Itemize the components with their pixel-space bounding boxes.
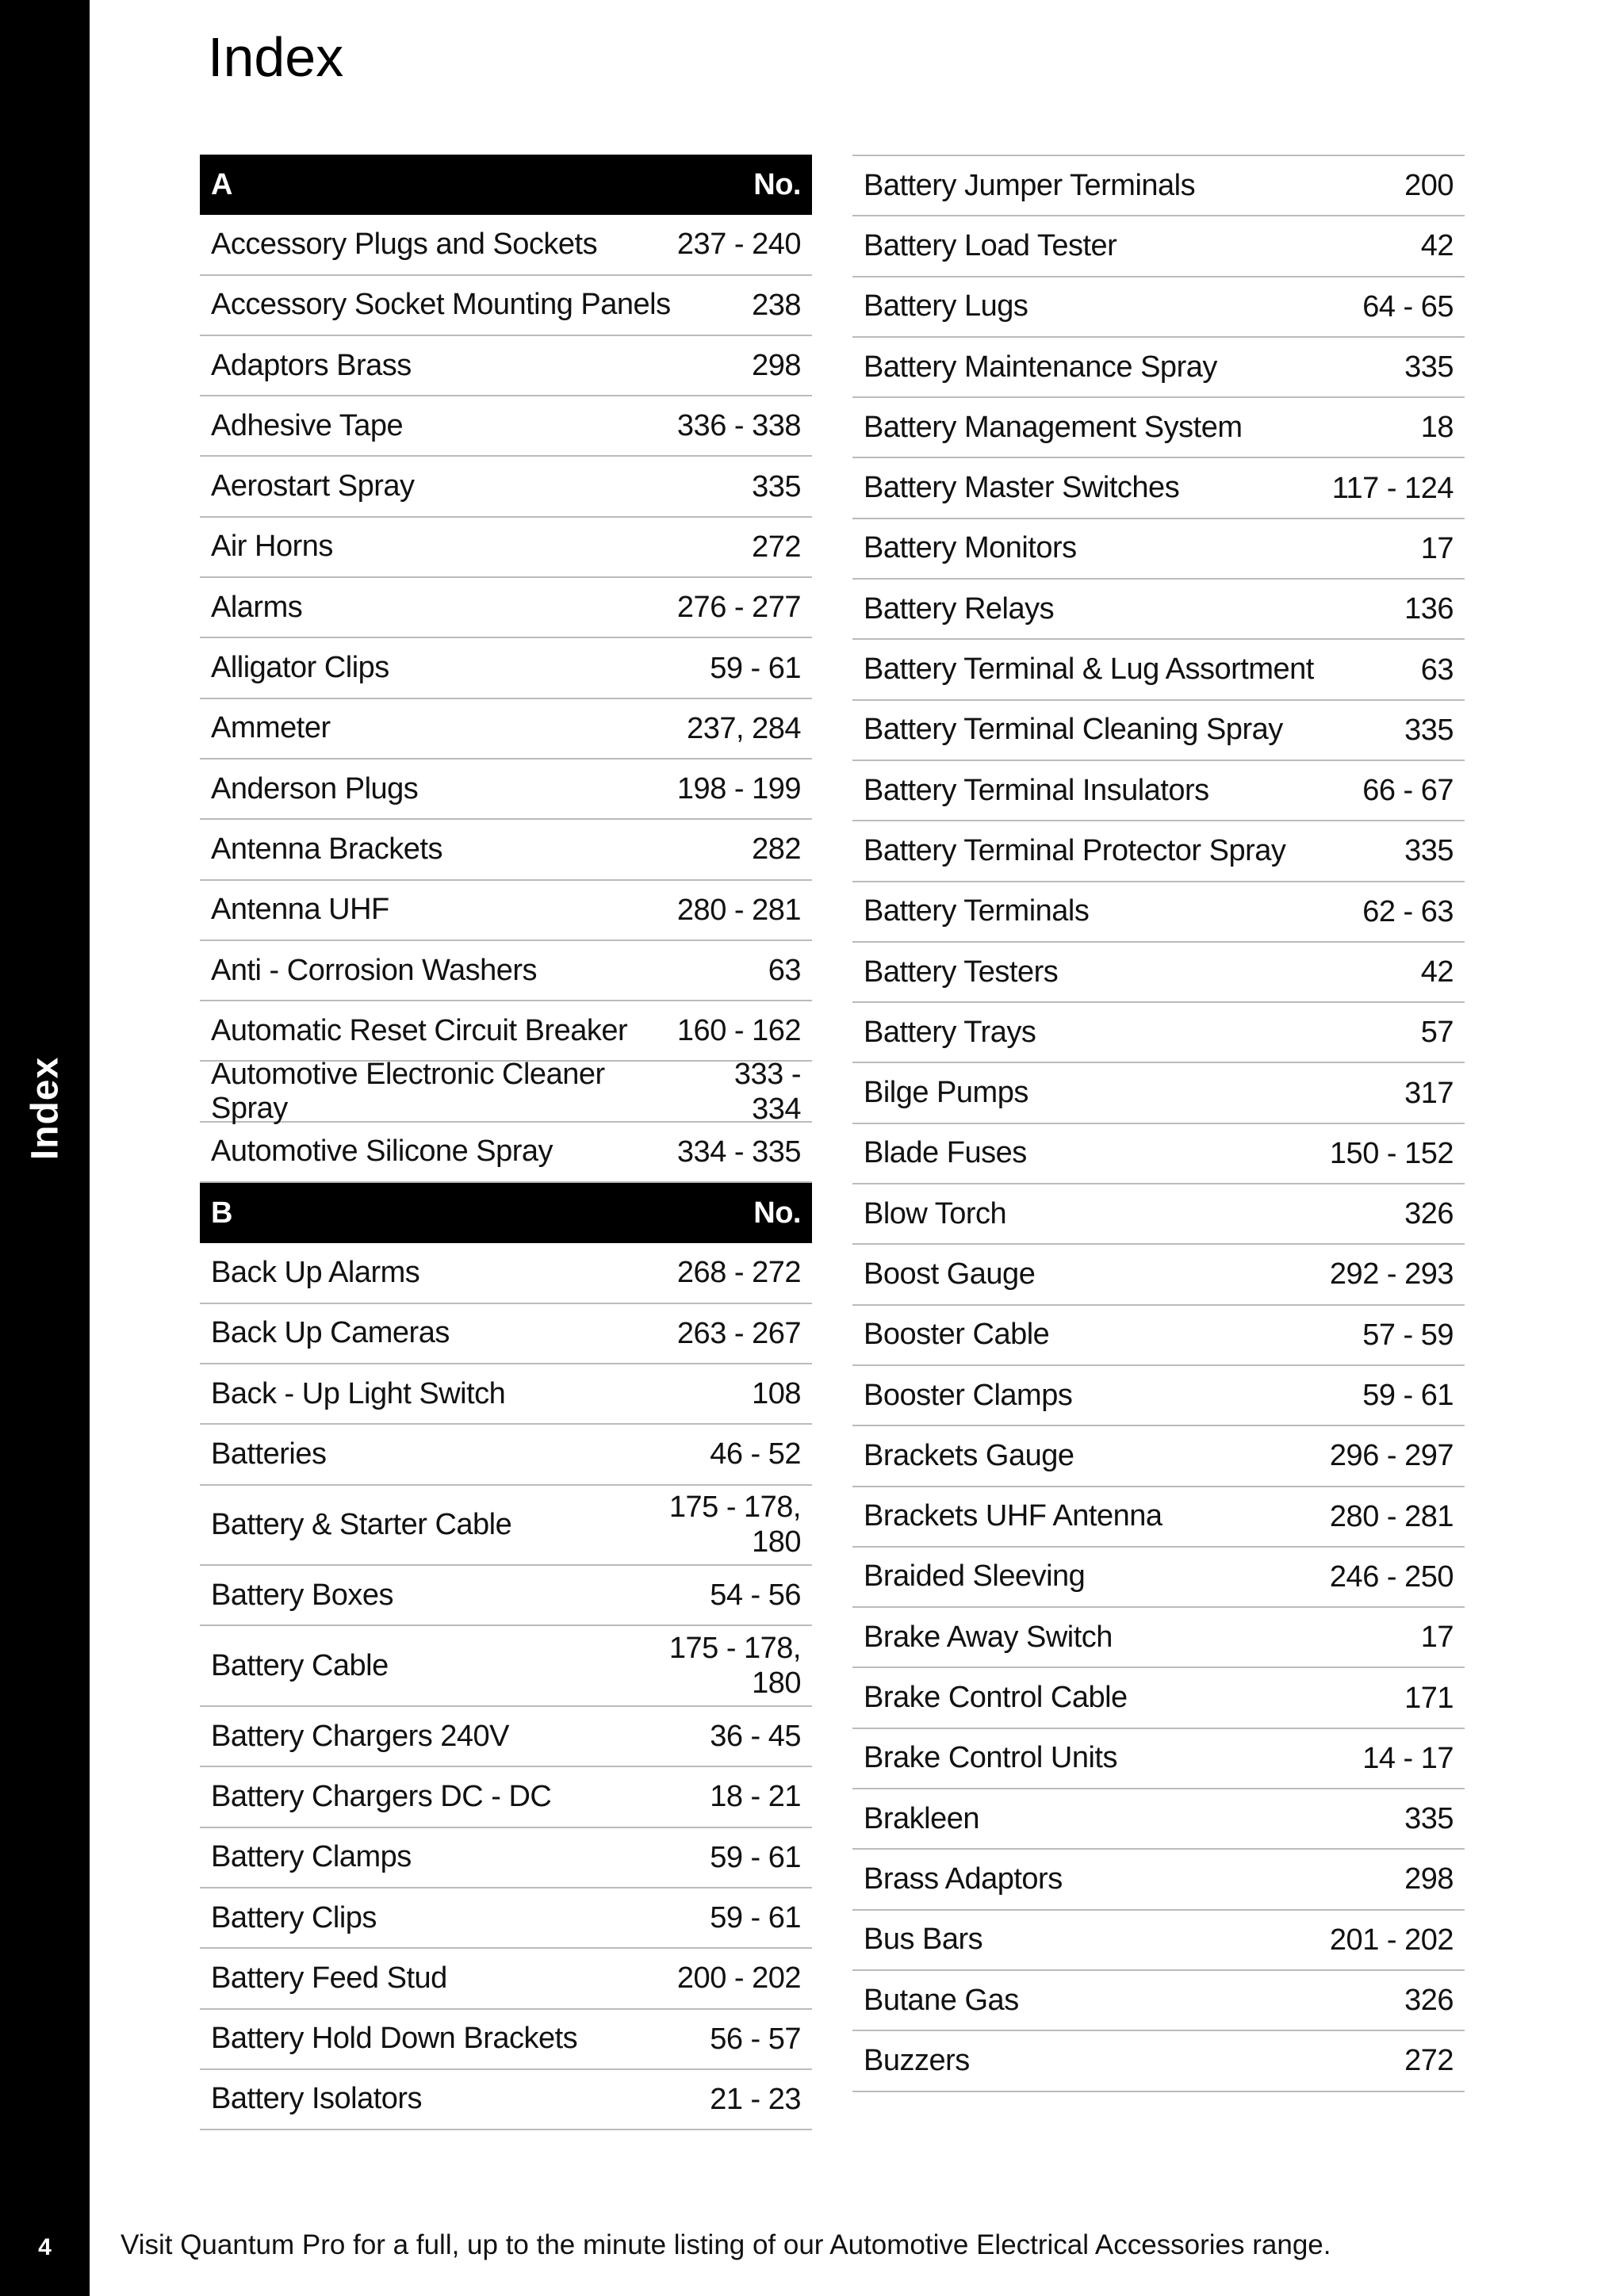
index-row: [852, 701, 1465, 761]
index-row: [200, 1949, 812, 2009]
index-entry-name: Accessory Socket Mounting Panels: [211, 288, 671, 322]
index-entry-name: Brackets Gauge: [864, 1438, 1074, 1472]
index-entry-page: 160 - 162: [676, 1014, 801, 1048]
index-entry-page: 263 - 267: [676, 1316, 801, 1350]
index-entry-name: Automatic Reset Circuit Breaker: [211, 1013, 628, 1047]
index-entry-page: 63: [1420, 652, 1454, 687]
index-entry-page: 171: [1404, 1681, 1454, 1715]
index-entry-page: 282: [752, 832, 801, 867]
index-entry-name: Battery Clips: [211, 1900, 377, 1934]
index-row: [200, 518, 812, 578]
index-entry-name: Brake Away Switch: [864, 1620, 1113, 1654]
index-entry-page: 18: [1420, 411, 1454, 445]
index-row: [852, 1426, 1465, 1487]
page-number: 4: [38, 2234, 52, 2260]
index-entry-name: Battery Trays: [864, 1015, 1036, 1049]
index-row: [852, 1124, 1465, 1184]
section-no-label: No.: [753, 1196, 801, 1230]
index-entry-name: Blow Torch: [864, 1196, 1007, 1230]
index-entry-name: Battery Jumper Terminals: [864, 168, 1196, 202]
index-entry-page: 59 - 61: [1362, 1379, 1454, 1413]
index-row: [852, 338, 1465, 398]
index-entry-page: 54 - 56: [710, 1578, 801, 1613]
index-entry-page: 335: [1404, 350, 1454, 385]
index-entry-name: Back - Up Light Switch: [211, 1376, 506, 1410]
index-entry-name: Battery Feed Stud: [211, 1961, 447, 1995]
index-entry-name: Anti - Corrosion Washers: [211, 953, 538, 987]
index-row: [852, 458, 1465, 519]
index-entry-name: Battery Master Switches: [864, 471, 1180, 505]
index-row: [852, 882, 1465, 943]
index-entry-page: 276 - 277: [676, 591, 801, 625]
index-row: [200, 1707, 812, 1767]
index-entry-page: 59 - 61: [710, 1840, 801, 1874]
index-entry-page: 59 - 61: [710, 1901, 801, 1935]
index-entry-page: 62 - 63: [1362, 894, 1454, 928]
index-entry-name: Brake Control Units: [864, 1741, 1117, 1775]
index-entry-page: 298: [1404, 1862, 1454, 1896]
index-entry-page: 335: [1404, 713, 1454, 747]
index-entry-name: Butane Gas: [864, 1983, 1019, 2017]
index-entry-page: 335: [1404, 834, 1454, 868]
index-entry-page: 108: [752, 1377, 801, 1411]
index-row: [200, 1057, 812, 1126]
index-entry-page: 18 - 21: [710, 1780, 801, 1814]
index-entry-page: 198 - 199: [676, 772, 801, 806]
index-row: [200, 2010, 812, 2070]
index-entry-name: Battery Chargers 240V: [211, 1719, 510, 1753]
index-row: [852, 1608, 1465, 1668]
index-row: [200, 1243, 812, 1303]
side-bar: [0, 0, 90, 2296]
index-row: [852, 277, 1465, 338]
index-row: [852, 1668, 1465, 1728]
index-row: [852, 640, 1465, 700]
index-entry-name: Battery Testers: [864, 955, 1059, 989]
index-entry-name: Battery Isolators: [211, 2082, 423, 2116]
index-entry-page: 238: [752, 288, 801, 322]
index-entry-page: 326: [1404, 1984, 1454, 2018]
index-row: [852, 1548, 1465, 1608]
index-row: [852, 1245, 1465, 1305]
index-entry-page: 42: [1420, 229, 1454, 263]
index-entry-page: 268 - 272: [676, 1256, 801, 1290]
index-entry-name: Battery Terminal Insulators: [864, 773, 1209, 807]
index-entry-name: Brass Adaptors: [864, 1862, 1063, 1896]
index-entry-page: 334 - 335: [676, 1135, 801, 1169]
index-row: [200, 276, 812, 336]
index-entry-page: 66 - 67: [1362, 774, 1454, 808]
index-entry-page: 280 - 281: [1329, 1499, 1454, 1533]
index-entry-name: Alarms: [211, 590, 303, 624]
index-row: [852, 761, 1465, 821]
index-entry-page: 136: [1404, 592, 1454, 626]
index-entry-page: 333 - 334: [733, 1057, 801, 1126]
index-column-right: [852, 155, 1465, 2092]
index-row: [200, 1486, 812, 1567]
index-entry-page: 326: [1404, 1197, 1454, 1231]
index-entry-page: 17: [1420, 1621, 1454, 1655]
index-row: [200, 1304, 812, 1364]
index-entry-name: Battery Maintenance Spray: [864, 350, 1217, 384]
side-tab: [0, 1005, 90, 1211]
index-entry-name: Bilge Pumps: [864, 1076, 1028, 1110]
index-entry-page: 59 - 61: [710, 651, 801, 685]
index-row: [852, 1063, 1465, 1123]
index-entry-page: 200 - 202: [676, 1961, 801, 1996]
index-entry-page: 237, 284: [687, 711, 801, 745]
index-entry-name: Automotive Silicone Spray: [211, 1135, 553, 1169]
index-row: [200, 941, 812, 1001]
index-row: [200, 699, 812, 760]
index-entry-name: Battery Boxes: [211, 1578, 394, 1612]
index-entry-name: Brackets UHF Antenna: [864, 1499, 1162, 1533]
index-entry-page: 63: [768, 954, 801, 987]
index-entry-name: Booster Cable: [864, 1318, 1050, 1352]
index-entry-name: Adhesive Tape: [211, 408, 404, 442]
index-row: [200, 215, 812, 275]
index-entry-name: Brakleen: [864, 1801, 979, 1835]
index-entry-name: Antenna UHF: [211, 893, 389, 927]
index-row: [200, 396, 812, 457]
index-row: [852, 821, 1465, 882]
index-entry-name: Ammeter: [211, 711, 331, 745]
index-row: [852, 1184, 1465, 1245]
index-entry-page: 335: [752, 469, 801, 503]
index-entry-name: Alligator Clips: [211, 651, 389, 685]
index-entry-name: Back Up Alarms: [211, 1255, 420, 1289]
index-entry-name: Battery Management System: [864, 410, 1243, 444]
index-entry-page: 46 - 52: [710, 1437, 801, 1471]
index-entry-name: Antenna Brackets: [211, 832, 442, 866]
index-row: [200, 1123, 812, 1183]
index-entry-page: 292 - 293: [1329, 1257, 1454, 1292]
index-entry-name: Battery Terminals: [864, 894, 1090, 928]
index-entry-page: 56 - 57: [710, 2022, 801, 2056]
index-entry-page: 246 - 250: [1329, 1559, 1454, 1594]
index-entry-name: Adaptors Brass: [211, 348, 412, 382]
index-row: [200, 1828, 812, 1888]
index-entry-name: Automotive Electronic Cleaner Spray: [211, 1057, 605, 1125]
index-entry-page: 150 - 152: [1329, 1136, 1454, 1170]
section-header-b: [200, 1183, 812, 1243]
index-row: [200, 336, 812, 396]
index-entry-page: 17: [1420, 531, 1454, 565]
index-entry-name: Battery Terminal Cleaning Spray: [864, 713, 1283, 747]
index-row: [200, 2070, 812, 2130]
index-row: [852, 2031, 1465, 2091]
index-entry-page: 64 - 65: [1362, 289, 1454, 323]
index-entry-page: 317: [1404, 1076, 1454, 1110]
section-list-a: [200, 215, 812, 1183]
index-entry-name: Batteries: [211, 1437, 327, 1471]
index-row: [200, 1888, 812, 1949]
index-row: [852, 156, 1465, 216]
index-row: [200, 457, 812, 517]
index-column-left: [200, 155, 812, 2130]
index-row: [852, 1911, 1465, 1971]
index-entry-name: Battery Cable: [211, 1648, 389, 1682]
index-entry-name: Accessory Plugs and Sockets: [211, 227, 598, 261]
index-entry-name: Brake Control Cable: [864, 1681, 1128, 1715]
index-entry-page: 272: [752, 530, 801, 564]
index-row: [200, 1566, 812, 1626]
index-entry-page: 296 - 297: [1329, 1439, 1454, 1473]
index-entry-page: 272: [1404, 2044, 1454, 2078]
index-row: [200, 760, 812, 820]
index-row: [200, 1001, 812, 1062]
index-entry-page: 280 - 281: [676, 893, 801, 927]
index-row: [200, 1626, 812, 1707]
index-row: [200, 1767, 812, 1827]
section-letter: B: [211, 1196, 232, 1230]
index-entry-name: Bus Bars: [864, 1923, 983, 1957]
index-entry-name: Buzzers: [864, 2043, 970, 2077]
index-row: [200, 638, 812, 698]
footer-note: Visit Quantum Pro for a full, up to the minute listing of our Automotive Electrical Accessories range.: [121, 2229, 1331, 2260]
index-row: [852, 1850, 1465, 1910]
index-entry-page: 14 - 17: [1362, 1741, 1454, 1775]
index-row: [852, 1789, 1465, 1850]
index-row: [852, 1971, 1465, 2031]
section-list-b: [200, 1243, 812, 2130]
index-entry-page: 200: [1404, 169, 1454, 203]
index-row: [852, 1003, 1465, 1063]
index-entry-name: Air Horns: [211, 530, 333, 564]
index-entry-name: Battery Relays: [864, 591, 1055, 626]
index-entry-name: Anderson Plugs: [211, 771, 419, 806]
index-row: [852, 1366, 1465, 1426]
index-row: [852, 1487, 1465, 1548]
index-row: [200, 820, 812, 880]
index-row: [852, 580, 1465, 640]
index-entry-name: Battery Load Tester: [864, 228, 1117, 262]
index-entry-page: 335: [1404, 1802, 1454, 1836]
index-row: [852, 1729, 1465, 1789]
index-entry-name: Battery Monitors: [864, 531, 1077, 565]
index-entry-page: 42: [1420, 955, 1454, 989]
index-entry-name: Aerostart Spray: [211, 469, 415, 503]
index-entry-name: Braided Sleeving: [864, 1559, 1086, 1594]
index-row: [200, 881, 812, 941]
index-entry-name: Battery Terminal & Lug Assortment: [864, 652, 1314, 687]
side-tab-label: Index: [24, 1056, 66, 1161]
index-entry-page: 57 - 59: [1362, 1318, 1454, 1352]
section-no-label: No.: [753, 168, 801, 202]
index-entry-name: Booster Clamps: [864, 1378, 1073, 1412]
index-entry-page: 237 - 240: [676, 228, 801, 262]
section-list-b-continued: [852, 156, 1465, 2092]
index-entry-name: Battery Terminal Protector Spray: [864, 833, 1286, 867]
index-entry-page: 57: [1420, 1016, 1454, 1050]
index-entry-name: Battery Lugs: [864, 289, 1028, 323]
index-entry-name: Back Up Cameras: [211, 1316, 450, 1350]
index-row: [200, 1364, 812, 1425]
index-row: [200, 578, 812, 638]
index-row: [852, 519, 1465, 580]
page-title: Index: [208, 26, 344, 88]
index-row: [852, 398, 1465, 458]
index-row: [200, 1425, 812, 1485]
index-entry-name: Battery Hold Down Brackets: [211, 2022, 578, 2056]
index-row: [852, 943, 1465, 1003]
section-header-a: [200, 155, 812, 215]
index-entry-name: Battery Chargers DC - DC: [211, 1779, 552, 1813]
index-entry-page: 21 - 23: [710, 2082, 801, 2116]
index-entry-name: Battery & Starter Cable: [211, 1507, 512, 1541]
index-entry-page: 175 - 178, 180: [668, 1632, 801, 1701]
index-entry-page: 298: [752, 349, 801, 383]
index-row: [852, 1306, 1465, 1366]
index-entry-page: 36 - 45: [710, 1720, 801, 1754]
index-entry-name: Battery Clamps: [211, 1840, 412, 1874]
index-entry-page: 117 - 124: [1331, 471, 1454, 505]
index-entry-name: Boost Gauge: [864, 1257, 1036, 1291]
index-row: [852, 216, 1465, 277]
index-entry-page: 201 - 202: [1329, 1923, 1454, 1957]
index-entry-page: 175 - 178, 180: [668, 1490, 801, 1559]
index-entry-name: Blade Fuses: [864, 1136, 1027, 1170]
section-letter: A: [211, 167, 232, 201]
index-entry-page: 336 - 338: [676, 409, 801, 443]
